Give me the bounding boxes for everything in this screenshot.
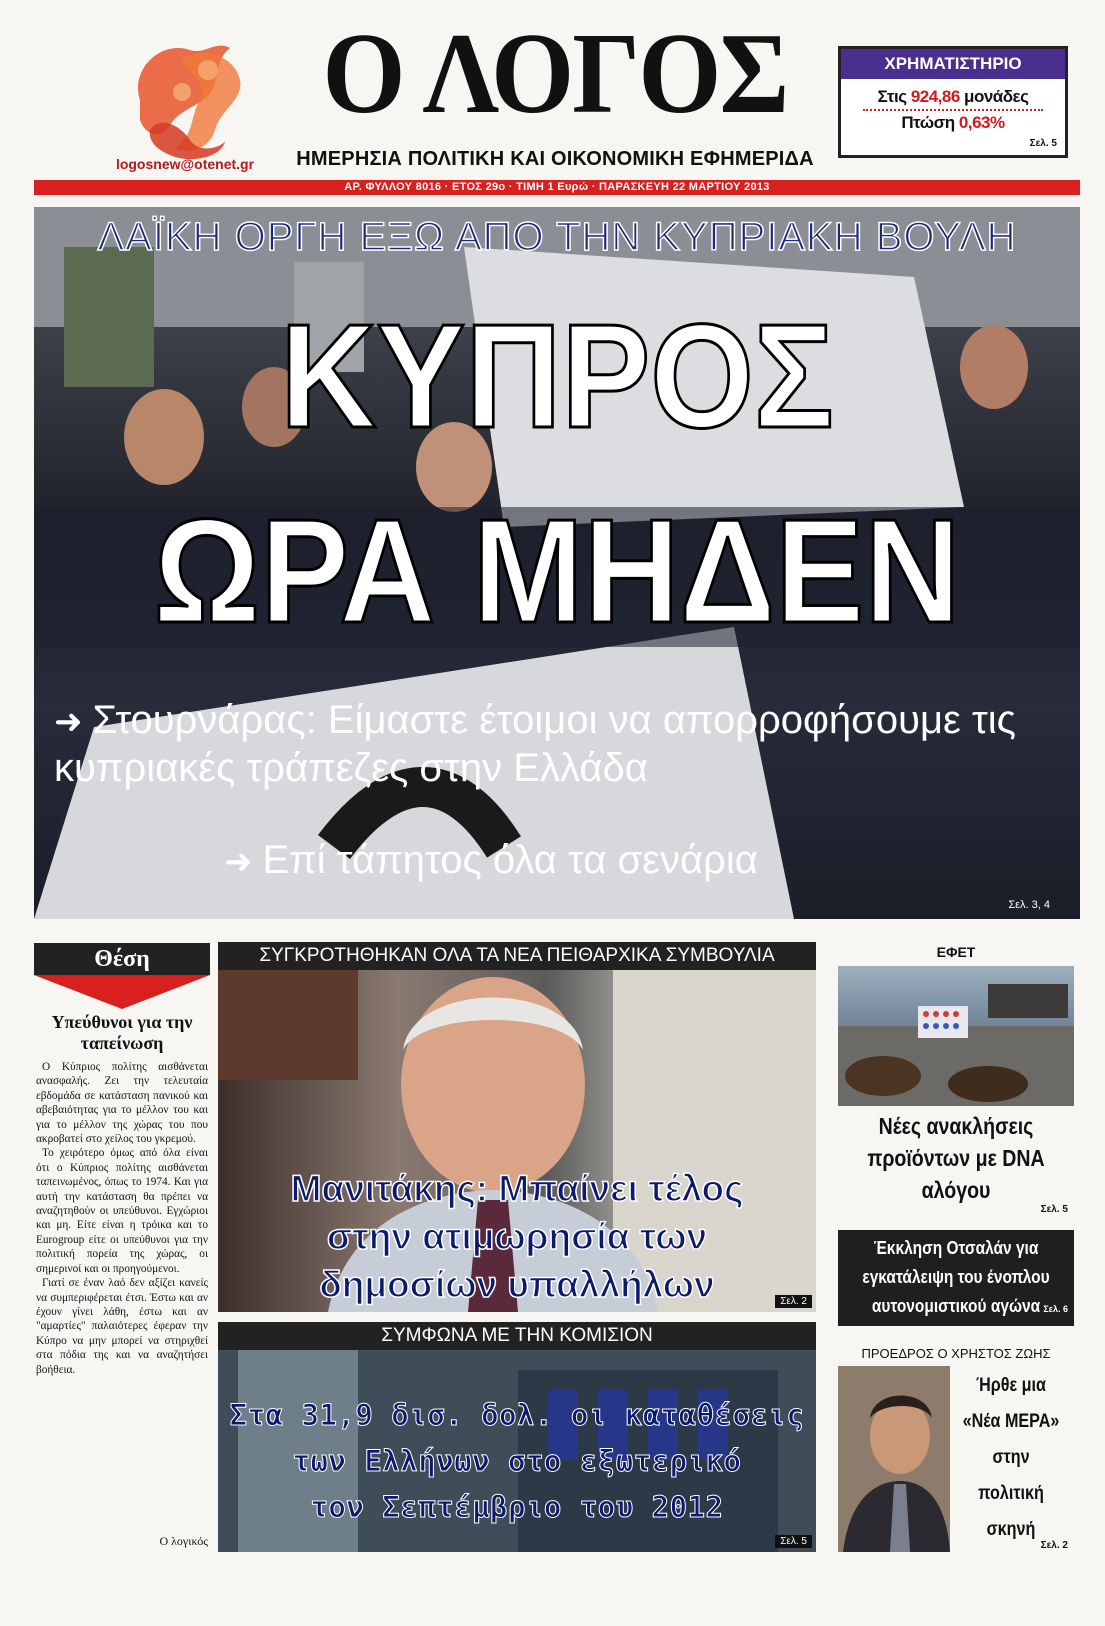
zois-headline-line-2: «Νέα ΜΕΡΑ» [962,1411,1060,1432]
story1-section-bar: ΣΥΓΚΡΟΤΗΘΗΚΑΝ ΟΛΑ ΤΑ ΝΕΑ ΠΕΙΘΑΡΧΙΚΑ ΣΥΜΒΟΥΛΙΑ [218,942,816,970]
issue-info-bar: ΑΡ. ΦΥΛΛΟΥ 8016 · ΕΤΟΣ 29ο · ΤΙΜΗ 1 Ευρώ · ΠΑΡΑΣΚΕΥΗ 22 ΜΑΡΤΙΟΥ 2013 [34,180,1080,195]
bullet-arrow-icon: ➜ [54,703,83,741]
stock-change [841,113,1065,133]
hero-headline-line-2: ΩΡΑ ΜΗΔΕΝ [153,489,961,654]
hero-bullet-2-text: Επί τάπητος όλα τα σενάρια [262,838,758,882]
story2-photo[interactable] [218,1350,816,1552]
stock-change-value: 0,63% [958,113,1005,132]
story1-headline-line-1: Μανιτάκης: Μπαίνει τέλος [290,1168,744,1209]
story2-page-ref: Σελ. 5 [775,1535,812,1548]
column-title[interactable]: Υπεύθυνοι για την ταπείνωση [51,1012,193,1053]
efet-headline[interactable] [856,1110,1057,1206]
column-body [36,1060,208,1377]
story2-headline-line-1: Στα 31,9 δισ. δολ. οι καταθέσεις [229,1398,805,1432]
hero-bullet-1-text: Στουρνάρας: Είμαστε έτοιμοι να απορροφήσουμε τις κυπριακές τράπεζες στην Ελλάδα [54,698,1016,790]
stock-points [841,87,1065,107]
stock-points-suffix: μονάδες [964,87,1029,106]
zois-headline-line-1: Ήρθε μια [976,1375,1046,1396]
bullet-arrow-icon: ➜ [224,843,253,881]
ocalan-page-ref: Σελ. 6 [1043,1304,1068,1314]
hero-page-ref: Σελ. 3, 4 [1008,899,1050,911]
ocalan-headline-line-1: Έκκληση Οτσαλάν για [873,1238,1039,1258]
story1-headline-line-3: δημοσίων υπαλλήλων [319,1264,715,1305]
ocalan-headline-line-3: αυτονομιστικού αγώνα [871,1296,1041,1316]
zois-headline-line-3: στην [992,1447,1030,1468]
ocalan-story[interactable] [838,1230,1074,1326]
story1-headline-line-2: στην ατιμωρησία των [326,1216,708,1257]
column-paragraph-2: Το χειρότερο όμως από όλα είναι ότι ο Κύπριος πολίτης αισθάνεται ταπεινωμένος, όπως το 1974. Και για αυτή την κατάσταση θα πρέπει να αναζητηθούν οι υπεύθυνοι. Εγχώριοι και μη. Είτε είναι η τρόικα και το Eurogroup είτε οι υπεύθυνοι για την πολιτική πορεία της χώρας, οι σημερινοί και οι προηγούμενοι. [36,1147,208,1275]
lab-samples-photo [838,966,1074,1106]
column-paragraph-1: Ο Κύπριος πολίτης αισθάνεται ανασφαλής. Ζει την τελευταία εβδομάδα σε κατάσταση πανικού και αβεβαιότητας για το μέλλον του και για το μέλλον της χώρας του που ακροβατεί στο χείλος του γκρεμού. [36,1061,208,1146]
story1-headline [218,1165,816,1309]
zois-page-ref: Σελ. 2 [1040,1540,1068,1551]
efet-page-ref: Σελ. 5 [1040,1204,1068,1215]
hero-headline-line-1: ΚΥΠΡΟΣ [280,294,834,459]
hero-kicker: ΛΑΪΚΗ ΟΡΓΗ ΕΞΩ ΑΠΟ ΤΗΝ ΚΥΠΡΙΑΚΗ ΒΟΥΛΗ [97,215,1017,259]
zois-headline-line-4: πολιτική [978,1483,1044,1504]
stock-points-value: 924,86 [910,87,960,106]
hero-bullet-2 [224,837,758,885]
zois-label: ΠΡΟΕΔΡΟΣ Ο ΧΡΗΣΤΟΣ ΖΩΗΣ [861,1346,1051,1361]
story2-headline-line-2: των Ελλήνων στο εξωτερικό [292,1444,742,1478]
zois-headline-line-5: σκηνή [986,1519,1036,1540]
column-header: Θέση [34,943,210,975]
efet-headline-line-1: Νέες ανακλήσεις [878,1113,1034,1139]
story2-headline [218,1392,816,1530]
efet-headline-line-3: αλόγου [921,1177,991,1203]
hero-bullet-1 [54,697,1064,791]
logo-figures-icon [120,30,260,165]
zois-portrait [838,1366,950,1552]
hero-story[interactable] [34,207,1080,919]
column-paragraph-3: Γιατί σε έναν λαό δεν αξίζει κανείς να συμπεριφέρεται έτσι. Έστω και αν έχουν γίνει λάθη, έστω και αν "αμαρτίες" παλαιότερες έφεραν την Κύπρο να μην μπορεί να στηριχθεί στα πόδια της και να αναζητήσει βοήθεια. [36,1277,208,1376]
column-signature: Ο λογικός [159,1534,208,1548]
newspaper-title: Ο ΛΟΓΟΣ [322,10,788,138]
contact-email: logosnew@otenet.gr [115,156,255,172]
story1-photo[interactable] [218,970,816,1312]
stock-change-prefix: Πτώση [901,113,955,132]
story2-headline-line-3: τον Σεπτέμβριο του 2012 [310,1490,724,1524]
efet-headline-line-2: προϊόντων με DNA [867,1145,1045,1171]
zois-headline[interactable] [961,1368,1061,1548]
efet-label: ΕΦΕΤ [936,944,976,960]
stock-box [838,46,1068,158]
stock-page-ref: Σελ. 5 [1029,138,1057,149]
stock-header: ΧΡΗΜΑΤΙΣΤΗΡΙΟ [841,49,1065,79]
story1-page-ref: Σελ. 2 [775,1295,812,1308]
stock-points-prefix: Στις [877,87,907,106]
newspaper-subtitle: ΗΜΕΡΗΣΙΑ ΠΟΛΙΤΙΚΗ ΚΑΙ ΟΙΚΟΝΟΜΙΚΗ ΕΦΗΜΕΡΙΔΑ [296,148,814,170]
column-header-arrow [34,975,210,1009]
stock-separator [863,109,1043,111]
zois-photo[interactable] [838,1366,950,1552]
efet-photo[interactable] [838,966,1074,1106]
story2-section-bar: ΣΥΜΦΩΝΑ ΜΕ ΤΗΝ ΚΟΜΙΣΙΟΝ [218,1322,816,1350]
ocalan-headline-line-2: εγκατάλειψη του ένοπλου [862,1267,1050,1287]
